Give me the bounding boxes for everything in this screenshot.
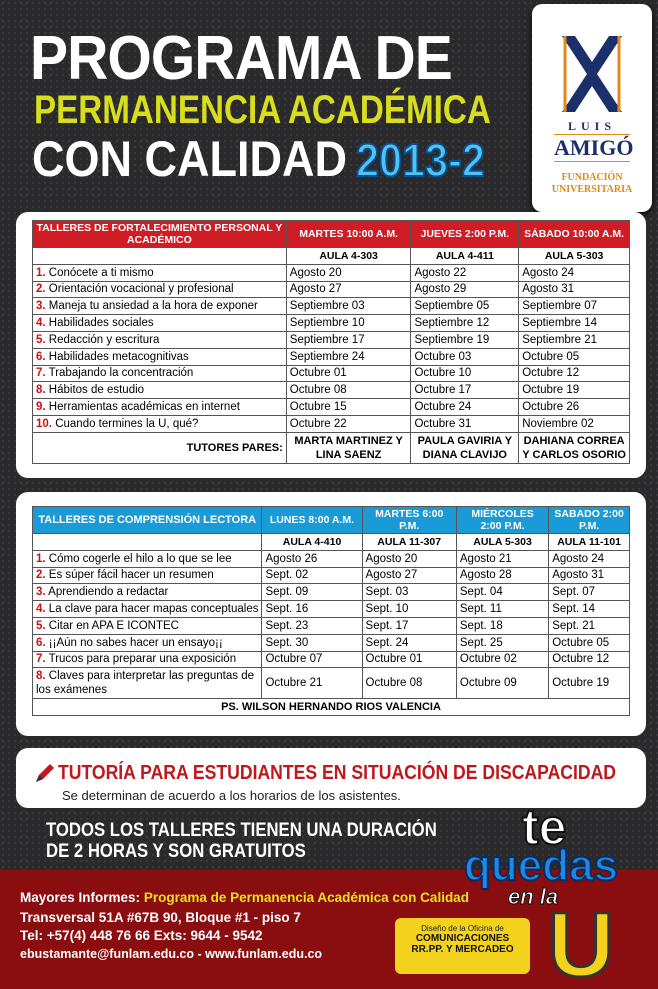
te-quedas-en-la-u-logo (462, 796, 652, 986)
t1-aula: AULA 5-303 (519, 248, 630, 265)
date-cell: Sept. 02 (262, 567, 362, 584)
row-number: 1. (36, 552, 46, 565)
workshop-title: Orientación vocacional y profesional (48, 283, 234, 296)
t1-header-sabado: SÁBADO 10:00 A.M. (519, 221, 630, 248)
footer-info (20, 890, 469, 905)
date-cell: Agosto 24 (519, 264, 630, 281)
workshop-title: Cuando termines la U, qué? (55, 417, 199, 430)
date-cell: Octubre 26 (519, 399, 630, 416)
t2-aula-empty (33, 534, 262, 551)
design-big2: RR.PP. Y MERCADEO (411, 944, 514, 955)
design-small: Diseño de la Oficina de (421, 924, 504, 933)
date-cell: Septiembre 19 (411, 331, 519, 348)
table-row (33, 567, 630, 584)
row-number: 5. (36, 333, 46, 346)
t2-footer-tutor: PS. WILSON HERNANDO RIOS VALENCIA (33, 699, 630, 716)
date-cell: Octubre 24 (411, 399, 519, 416)
footer-label: Mayores Informes: (20, 890, 141, 905)
table-row (33, 601, 630, 618)
workshop-title: Maneja tu ansiedad a la hora de exponer (48, 300, 258, 313)
row-number: 3. (36, 586, 46, 599)
t1-header-jueves: JUEVES 2:00 P.M. (411, 221, 519, 248)
duration-note (46, 820, 437, 862)
row-number: 4. (36, 603, 46, 616)
t2-aula: AULA 4-410 (262, 534, 362, 551)
date-cell: Agosto 21 (456, 550, 548, 567)
title-line-1: PROGRAMA DE (30, 24, 452, 93)
t2-header-miercoles: MIÉRCOLES 2:00 P.M. (456, 507, 548, 534)
workshop-cell (33, 382, 287, 399)
workshop-title: Cómo cogerle el hilo a lo que se lee (48, 552, 232, 565)
t2-header-lunes: LUNES 8:00 A.M. (262, 507, 362, 534)
year-label: 2013-2 (355, 134, 485, 186)
workshop-cell (33, 567, 262, 584)
table-row (33, 668, 630, 699)
footer-program: Programa de Permanencia Académica con Calidad (143, 890, 469, 905)
date-cell: Sept. 17 (362, 617, 456, 634)
workshop-cell (33, 601, 262, 618)
disability-subtitle: Se determinan de acuerdo a los horarios de los asistentes. (62, 788, 401, 803)
workshop-title: Trabajando la concentración (48, 367, 194, 380)
workshop-title: Es súper fácil hacer un resumen (48, 569, 214, 582)
t1-header-martes: MARTES 10:00 A.M. (286, 221, 411, 248)
duration-line-2: DE 2 HORAS Y SON GRATUITOS (46, 841, 306, 862)
date-cell: Sept. 21 (549, 617, 630, 634)
workshop-cell (33, 415, 287, 432)
title-line-3 (32, 131, 485, 187)
date-cell: Septiembre 07 (519, 298, 630, 315)
workshop-title: Hábitos de estudio (48, 384, 145, 397)
table-row (33, 617, 630, 634)
date-cell: Octubre 19 (549, 668, 630, 699)
brand-quedas: quedas (464, 841, 619, 890)
t1-header-workshop: TALLERES DE FORTALECIMIENTO PERSONAL Y ACADÉMICO (33, 221, 287, 248)
t2-aula: AULA 5-303 (456, 534, 548, 551)
date-cell: Octubre 19 (519, 382, 630, 399)
t1-aula-empty (33, 248, 287, 265)
title-line-2: PERMANENCIA ACADÉMICA (34, 88, 491, 132)
date-cell: Octubre 09 (456, 668, 548, 699)
table-row (33, 348, 630, 365)
row-number: 8. (36, 670, 46, 683)
date-cell: Agosto 22 (411, 264, 519, 281)
table-row (33, 634, 630, 651)
date-cell: Septiembre 24 (286, 348, 411, 365)
workshop-title: ¡¡Aún no sabes hacer un ensayo¡¡ (48, 636, 223, 649)
footer-phone: Tel: +57(4) 448 76 66 Exts: 9644 - 9542 (20, 928, 263, 943)
date-cell: Agosto 27 (362, 567, 456, 584)
workshop-title: Herramientas académicas en internet (48, 401, 240, 414)
t1-aula: AULA 4-303 (286, 248, 411, 265)
date-cell: Octubre 31 (411, 415, 519, 432)
table-row (33, 584, 630, 601)
date-cell: Septiembre 14 (519, 315, 630, 332)
title-line-3-text: CON CALIDAD (32, 131, 347, 187)
workshop-cell (33, 348, 287, 365)
date-cell: Octubre 22 (286, 415, 411, 432)
workshop-title: La clave para hacer mapas conceptuales (48, 603, 259, 616)
date-cell: Octubre 03 (411, 348, 519, 365)
footer-web[interactable]: ebustamante@funlam.edu.co - www.funlam.edu.co (20, 947, 323, 961)
table-row (33, 365, 630, 382)
row-number: 7. (36, 653, 46, 666)
date-cell: Octubre 07 (262, 651, 362, 668)
workshop-cell (33, 668, 262, 699)
t2-header-sabado: SABADO 2:00 P.M. (549, 507, 630, 534)
date-cell: Octubre 17 (411, 382, 519, 399)
logo-amigo: AMIGÓ (554, 135, 634, 160)
workshop-title: Trucos para preparar una exposición (48, 653, 237, 666)
date-cell: Sept. 03 (362, 584, 456, 601)
workshop-cell (33, 365, 287, 382)
date-cell: Sept. 10 (362, 601, 456, 618)
row-number: 7. (36, 367, 46, 380)
brand-te: te (522, 799, 567, 855)
schedule-panel-1 (16, 212, 646, 478)
date-cell: Agosto 24 (549, 550, 630, 567)
row-number: 8. (36, 384, 46, 397)
row-number: 6. (36, 350, 46, 363)
table-row (33, 315, 630, 332)
table-row (33, 399, 630, 416)
date-cell: Septiembre 17 (286, 331, 411, 348)
table-row (33, 298, 630, 315)
date-cell: Octubre 05 (519, 348, 630, 365)
workshop-cell (33, 281, 287, 298)
t2-header-workshop: TALLERES DE COMPRENSIÓN LECTORA (33, 507, 262, 534)
date-cell: Sept. 09 (262, 584, 362, 601)
duration-line-1: TODOS LOS TALLERES TIENEN UNA DURACIÓN (46, 820, 437, 841)
logo-sub (532, 172, 652, 196)
table-row (33, 550, 630, 567)
row-number: 10. (36, 417, 52, 430)
row-number: 4. (36, 317, 46, 330)
date-cell: Sept. 11 (456, 601, 548, 618)
workshop-title: Habilidades metacognitivas (48, 350, 189, 363)
date-cell: Agosto 20 (362, 550, 456, 567)
t2-header-martes: MARTES 6:00 P.M. (362, 507, 456, 534)
date-cell: Agosto 28 (456, 567, 548, 584)
row-number: 2. (36, 569, 46, 582)
workshop-cell (33, 634, 262, 651)
workshop-cell (33, 584, 262, 601)
footer-address: Transversal 51A #67B 90, Bloque #1 - piso 7 (20, 910, 301, 925)
row-number: 6. (36, 636, 46, 649)
brand-en-la: en la (508, 884, 559, 909)
workshop-cell (33, 550, 262, 567)
workshop-cell (33, 617, 262, 634)
university-logo (532, 4, 652, 212)
tutor-pair: PAULA GAVIRIA Y DIANA CLAVIJO (411, 432, 519, 463)
date-cell: Sept. 16 (262, 601, 362, 618)
date-cell: Septiembre 03 (286, 298, 411, 315)
schedule-table-1 (32, 220, 630, 464)
workshop-cell (33, 315, 287, 332)
table-row (33, 382, 630, 399)
date-cell: Agosto 31 (519, 281, 630, 298)
date-cell: Sept. 04 (456, 584, 548, 601)
workshop-cell (33, 331, 287, 348)
date-cell: Octubre 01 (362, 651, 456, 668)
workshop-cell (33, 264, 287, 281)
date-cell: Octubre 08 (362, 668, 456, 699)
logo-sub2: UNIVERSITARIA (551, 184, 633, 195)
date-cell: Sept. 24 (362, 634, 456, 651)
disability-title: TUTORÍA PARA ESTUDIANTES EN SITUACIÓN DE DISCAPACIDAD (58, 762, 617, 784)
table-row (33, 415, 630, 432)
date-cell: Sept. 30 (262, 634, 362, 651)
date-cell: Octubre 02 (456, 651, 548, 668)
date-cell: Agosto 26 (262, 550, 362, 567)
logo-sub1: FUNDACIÓN (561, 172, 623, 183)
table-row (33, 281, 630, 298)
workshop-title: Conócete a ti mismo (48, 266, 154, 279)
design-big1: COMUNICACIONES (415, 933, 510, 944)
row-number: 9. (36, 401, 46, 414)
row-number: 3. (36, 300, 46, 313)
workshop-cell (33, 399, 287, 416)
workshop-title: Citar en APA E ICONTEC (48, 619, 179, 632)
date-cell: Octubre 10 (411, 365, 519, 382)
date-cell: Agosto 20 (286, 264, 411, 281)
schedule-panel-2 (16, 492, 646, 736)
date-cell: Octubre 12 (519, 365, 630, 382)
date-cell: Sept. 07 (549, 584, 630, 601)
date-cell: Octubre 12 (549, 651, 630, 668)
date-cell: Sept. 18 (456, 617, 548, 634)
date-cell: Octubre 15 (286, 399, 411, 416)
workshop-title: Claves para interpretar las preguntas de los exámenes (36, 670, 254, 697)
date-cell: Septiembre 21 (519, 331, 630, 348)
tutor-pair: MARTA MARTINEZ Y LINA SAENZ (286, 432, 411, 463)
table-row (33, 651, 630, 668)
date-cell: Octubre 21 (262, 668, 362, 699)
date-cell: Septiembre 10 (286, 315, 411, 332)
date-cell: Octubre 01 (286, 365, 411, 382)
date-cell: Agosto 27 (286, 281, 411, 298)
t2-aula: AULA 11-101 (549, 534, 630, 551)
workshop-cell (33, 298, 287, 315)
date-cell: Sept. 14 (549, 601, 630, 618)
date-cell: Agosto 29 (411, 281, 519, 298)
logo-emblem-icon (557, 34, 627, 114)
workshop-cell (33, 651, 262, 668)
workshop-title: Aprendiendo a redactar (48, 586, 169, 599)
date-cell: Noviembre 02 (519, 415, 630, 432)
date-cell: Agosto 31 (549, 567, 630, 584)
date-cell: Septiembre 12 (411, 315, 519, 332)
table-row (33, 264, 630, 281)
row-number: 2. (36, 283, 46, 296)
brand-u: U (548, 894, 615, 986)
row-number: 1. (36, 266, 46, 279)
date-cell: Octubre 08 (286, 382, 411, 399)
logo-luis: LUIS (567, 119, 616, 133)
date-cell: Septiembre 05 (411, 298, 519, 315)
row-number: 5. (36, 619, 46, 632)
t1-aula: AULA 4-411 (411, 248, 519, 265)
date-cell: Octubre 05 (549, 634, 630, 651)
schedule-table-2 (32, 506, 630, 716)
pencil-icon (34, 762, 56, 784)
date-cell: Sept. 25 (456, 634, 548, 651)
table-row (33, 331, 630, 348)
workshop-title: Redacción y escritura (48, 333, 160, 346)
t2-aula: AULA 11-307 (362, 534, 456, 551)
tutor-pair: DAHIANA CORREA Y CARLOS OSORIO (519, 432, 630, 463)
date-cell: Sept. 23 (262, 617, 362, 634)
tutores-label: TUTORES PARES: (33, 432, 287, 463)
workshop-title: Habilidades sociales (48, 317, 154, 330)
